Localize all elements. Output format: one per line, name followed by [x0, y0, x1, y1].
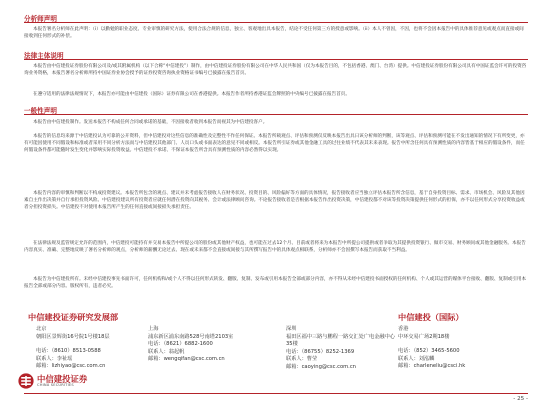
- office-email[interactable]: 邮箱：charleneliu@csci.hk: [398, 363, 466, 370]
- section-divider: [24, 22, 528, 23]
- analyst-declaration-title: 分析师声明: [24, 15, 57, 23]
- logo-mark-icon: [18, 373, 34, 389]
- office-phone: 电话：（852）3465-5600: [398, 348, 460, 355]
- office-email[interactable]: 邮箱：wengqifan@csc.com.cn: [148, 356, 225, 363]
- office-phone: 电话：（8610）8513-0588: [36, 348, 101, 355]
- office-contact: 联系人：刘泓麟: [398, 355, 435, 362]
- office-city: 上海: [148, 326, 159, 332]
- general-paragraph-5: 本报告为中信建投所有。未经中信建投事先书面许可，任何机构和/或个人不得以任何形式转发、翻版、复制、发布或引用本报告全部或部分内容，亦不得从未经中信建投书面授权的任何机构、个人或其运营的媒体平台接收、翻版、复制或引用本报告全部或部分内容。版权所有，违者必究。: [24, 277, 527, 290]
- office-address: 朝阳区景辉街16号院1号楼18层: [36, 333, 110, 340]
- office-address: 中环交易广场2期18楼: [398, 333, 450, 340]
- office-email[interactable]: 邮箱：lizhiyao@csc.com.cn: [36, 363, 106, 370]
- office-email[interactable]: 邮箱：caoying@csc.com.cn: [286, 363, 356, 370]
- office-phone: 电话：（8621）6882-1600: [148, 341, 213, 348]
- international-title: 中信建投（国际）: [398, 312, 464, 322]
- office-contact: 联系人：翁起帆: [148, 348, 185, 355]
- page-number: - 25 -: [513, 396, 528, 402]
- footer-divider: [24, 393, 528, 394]
- office-address: 福田区福中三路与鹏程一路交汇处广电金融中心35楼: [286, 333, 395, 348]
- section-divider: [24, 59, 528, 60]
- office-phone: 电话：（86755）8252-1369: [286, 348, 355, 355]
- office-hongkong: [398, 326, 518, 371]
- general-paragraph-4: 在法律法规及监管规定允许的范围内，中信建投可能持有并交易本报告中所提公司的股份或其他财产权益，也可能在过去12个月、目前或者将来为本报告中所提公司提供或者争取为其提供投资银行、做市交易、财务顾问或其他金融服务。本报告内容真实、准确、完整地反映了署名分析师的观点，分析师的薪酬无论过去、现在或未来都不会直接或间接与其所撰写报告中的具体观点相联系，分析师亦不会因撰写本报告而获取不当利益。: [24, 241, 526, 254]
- legal-paragraph-1: 本报告由中信建投证券股份有限公司及/或其附属机构（以下合称“中信建投”）制作，由中信建投证券股份有限公司在中华人民共和国（仅为本报告目的，不包括香港、澳门、台湾）提供。中信建投证券股份有限公司具有中国证监会许可的投资咨询业务资格，本报告署名分析师所持中国证券业协会授予的证券投资咨询执业资格证书编号已披露在报告首页。: [24, 64, 527, 77]
- logo-english-name: CHINA SECURITIES: [37, 383, 74, 387]
- office-address: 浦东新区浦东南路528号南塔2103室: [148, 333, 234, 340]
- office-beijing: [36, 326, 156, 371]
- general-declaration-title: 一般性声明: [24, 107, 57, 115]
- office-shenzhen: [286, 326, 398, 372]
- general-paragraph-3: 本报告内容的审慎和判断以不构成投资建议。本报告所包含的观点、建议并未考虑报告接收人在财务状况、投资目的、风险偏好等方面的具体情况，报告接收者应当独立评估本报告所含信息，基于自身投资目标、需求、市场机会、风险及其他因素自主作出决策并自行承担投资风险。中信建投建议所有投资者应就任何潜在投资向其税务、会计或法律顾问咨询。不论报告接收者是否根据本报告作出投资决策，中信建投都不对该等投资决策提供任何形式的担保，亦不以任何形式分享投资收益或者分担投资损失。中信建投不对使用本报告所产生的任何直接或间接损失承担责任。: [24, 191, 525, 211]
- office-contact: 联系人：曹莹: [286, 356, 318, 363]
- office-city: 北京: [36, 326, 47, 332]
- company-logo: [18, 372, 98, 392]
- office-city: 深圳: [286, 326, 297, 332]
- legal-entity-title: 法律主体说明: [24, 52, 64, 60]
- general-paragraph-1: 本报告由中信建投制作。发送本报告不构成任何合同或承诺的基础，不因接收者收到本报告而视其为中信建投客户。: [33, 120, 268, 125]
- research-dept-title: 中信建投证券研究发展部: [28, 312, 119, 322]
- section-divider: [24, 114, 528, 115]
- analyst-paragraph-1: 本报告署名分析师在此声明：（i）以勤勉的职业态度、专业审慎的研究方法，使用合法合规的信息，独立、客观地出具本报告，结论不受任何第三方的授意或影响。（ii）本人不曾因，不因，也将不会因本报告中的具体推荐意见或观点而直接或间接收到任何形式的补偿。: [24, 27, 524, 40]
- legal-paragraph-2: 在遵守适用的法律法规情况下，本报告亦可能由中信建投（国际）证券有限公司在香港提供。本报告作者所持香港证监会牌照的中央编号已披露在报告首页。: [33, 92, 350, 97]
- office-shanghai: [148, 326, 272, 364]
- office-city: 香港: [398, 326, 409, 332]
- logo-chinese-name: 中信建投证券: [37, 374, 88, 384]
- general-paragraph-2: 本报告的信息均来源于中信建投认为可靠的公开资料，但中信建投对这些信息的准确性及完整性不作任何保证。本报告所载观点、评估和预测仅反映本报告出具日该分析师的判断，该等观点、评估和预测可能在不发出通知的情况下有所变更，亦有可能因使用不同假设和标准或者采用不同分析方法而与中信建投其他部门、人员口头或书面表达的意见不同或相反。本报告所引证券或其他金融工具的过往业绩不代表其未来表现。报告中所含任何具有预测性质的内容皆基于相应的假设条件，而任何假设条件都可能随时发生变化并影响实际投资收益。中信建投不承诺、不保证本报告所含具有预测性质的内容必然得以实现。: [24, 134, 525, 154]
- office-contact: 联系人：李祉瑶: [36, 355, 73, 362]
